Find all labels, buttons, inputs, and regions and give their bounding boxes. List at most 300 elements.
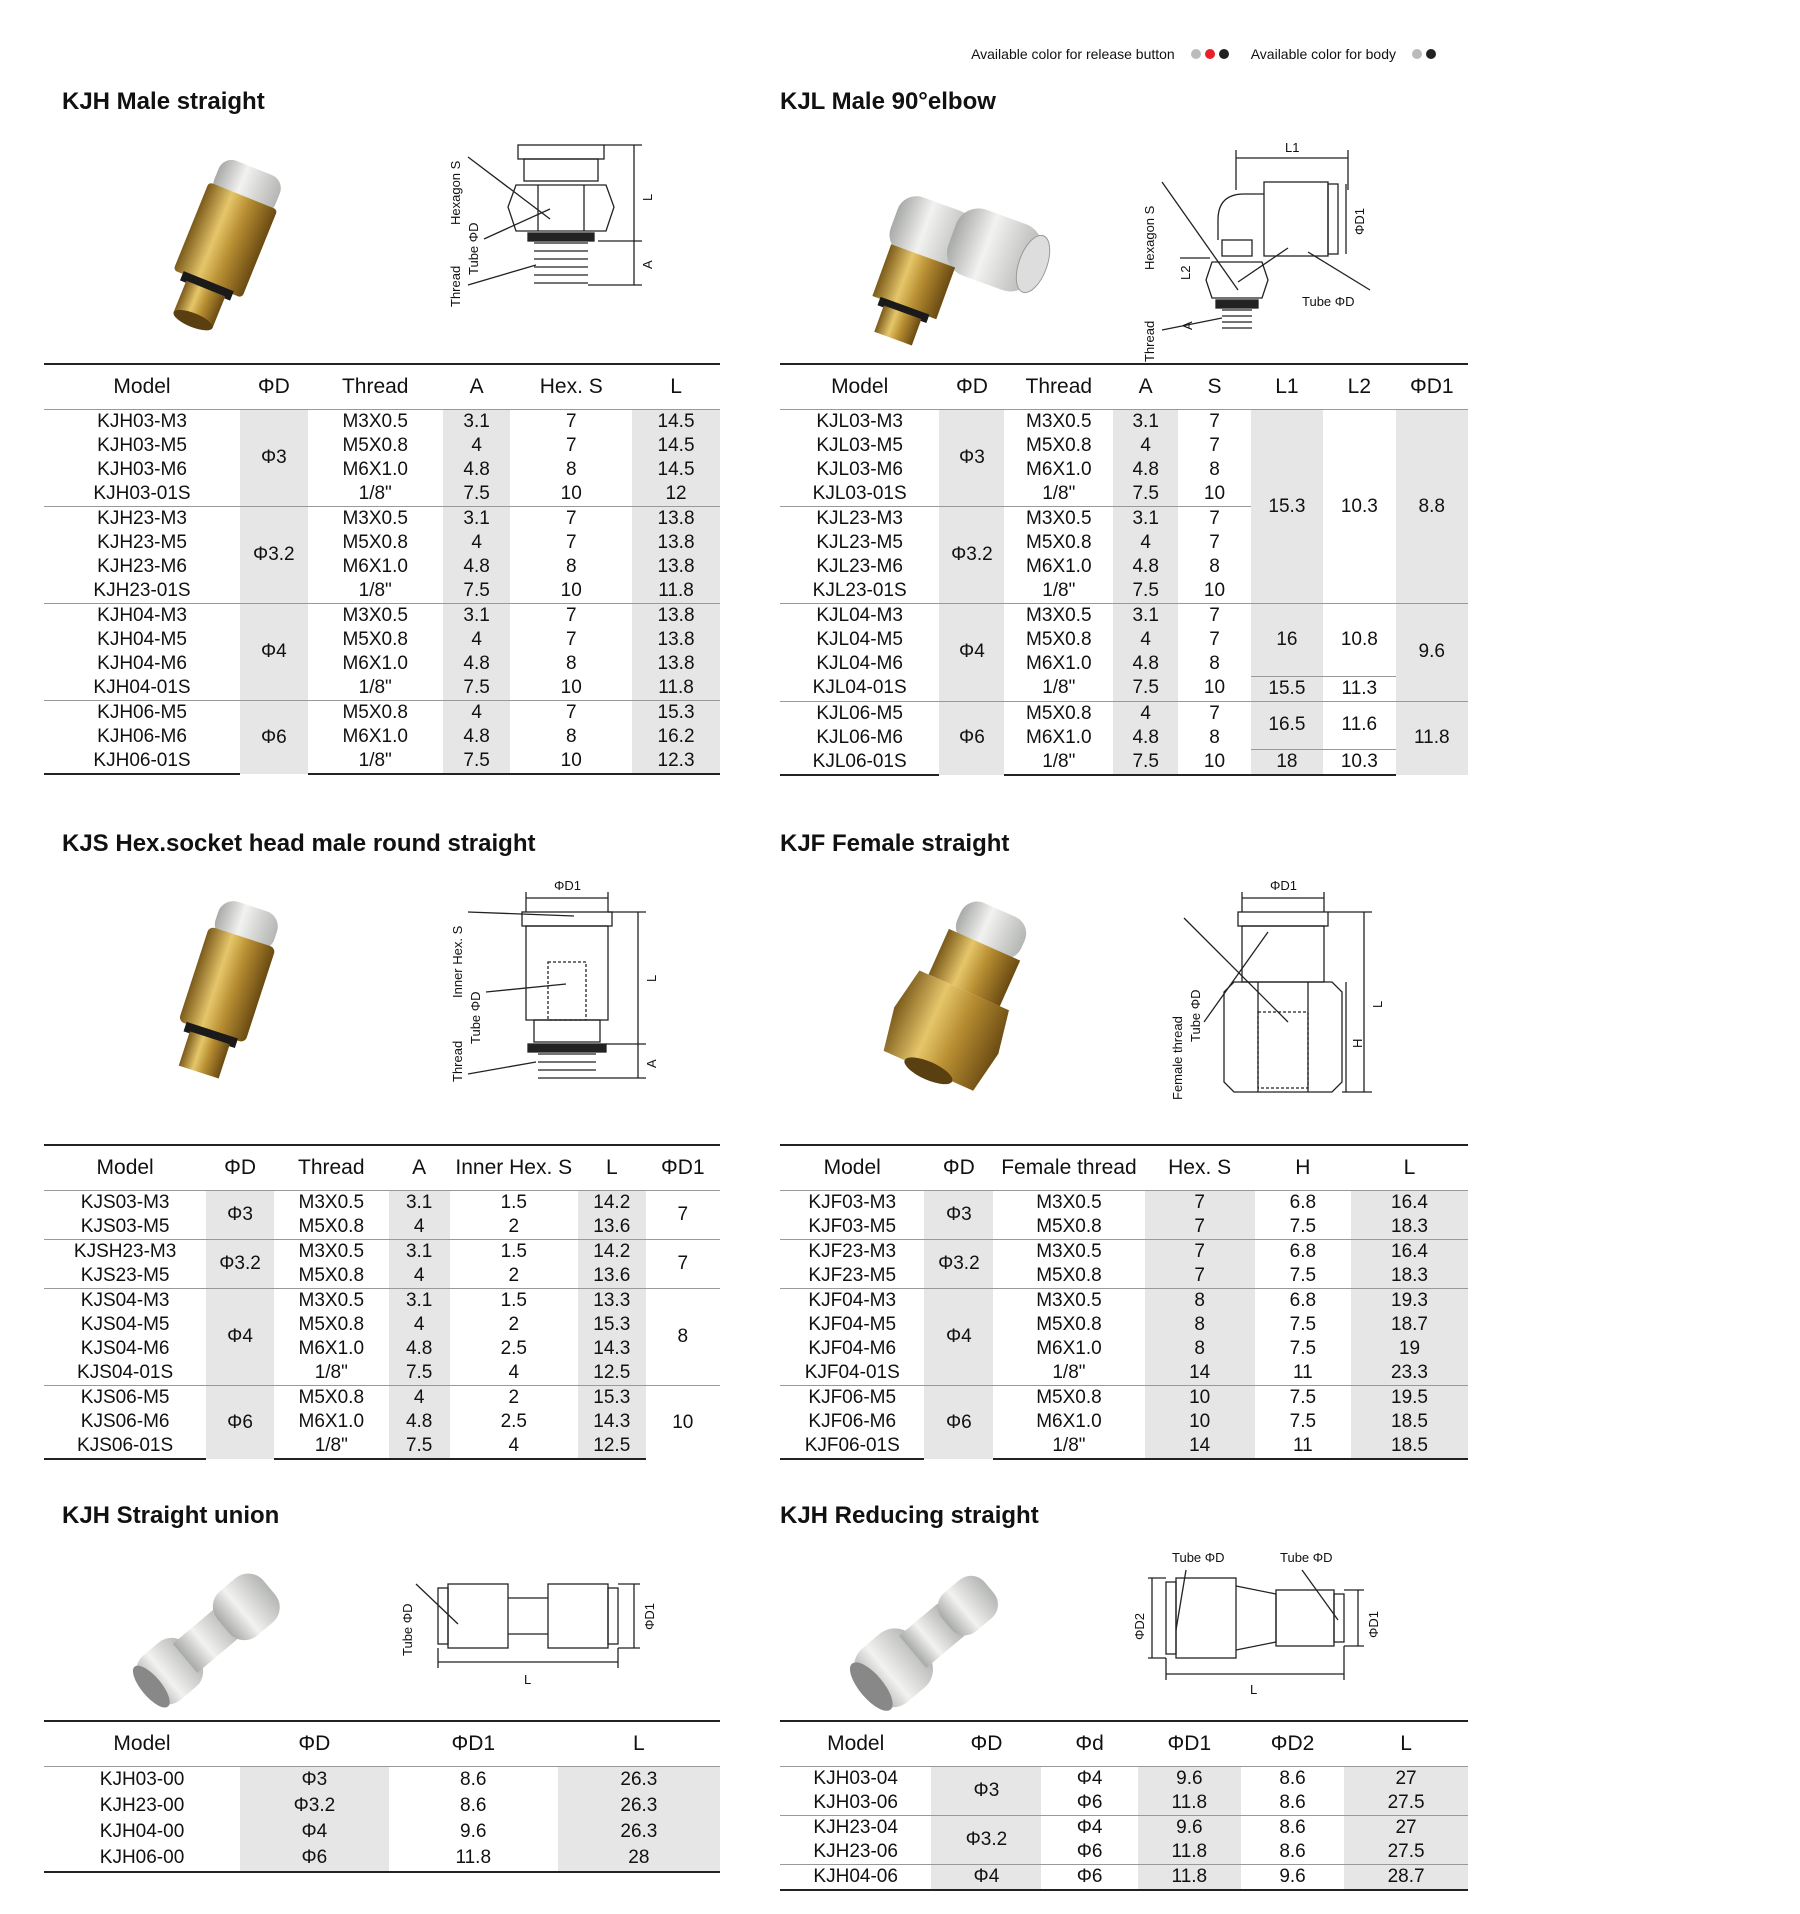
table-cell: 11.8 <box>1138 1791 1241 1816</box>
model-cell: KJL03-M3 <box>816 411 903 432</box>
table-cell: M5X0.8 <box>342 435 408 456</box>
female-thread-label: Female thread <box>1170 1016 1185 1100</box>
body-colors-label: Available color for body <box>1250 46 1396 62</box>
table-cell: M3X0.5 <box>274 1289 389 1314</box>
table-cell: 12.5 <box>578 1361 646 1386</box>
tube-diameter-cell: Φ3 <box>240 410 308 507</box>
model-cell: KJH23-M3 <box>44 507 240 532</box>
table-cell: 18.3 <box>1351 1215 1468 1240</box>
model-cell: KJS03-M3 <box>80 1192 170 1213</box>
table-cell: 4 <box>389 1215 450 1240</box>
table-cell: 8 <box>1209 726 1220 748</box>
table-cell: M5X0.8 <box>993 1386 1144 1411</box>
model-cell: KJS04-M5 <box>80 1314 170 1335</box>
l-dim-label: L <box>1250 1682 1258 1697</box>
table-cell: 13.8 <box>632 507 720 532</box>
table-cell: 18.5 <box>1351 1410 1468 1434</box>
release-button-colors-label: Available color for release button <box>971 46 1175 62</box>
l-dim-label: L <box>644 974 659 982</box>
table-cell: 2.5 <box>500 1338 527 1359</box>
table-row <box>44 1264 720 1289</box>
column-header: Model <box>780 364 939 410</box>
table-cell: 10 <box>1145 1386 1255 1411</box>
table-cell: 4 <box>389 1386 450 1411</box>
table-cell: 7 <box>565 532 577 553</box>
table-cell: 7.5 <box>1113 579 1178 604</box>
table-cell: M6X1.0 <box>1026 556 1092 577</box>
table-cell: 10 <box>560 483 582 504</box>
table-cell: 8.6 <box>1279 1768 1306 1789</box>
tube-d-label: Tube ΦD <box>1302 294 1355 309</box>
table-cell: 3.1 <box>443 507 511 532</box>
table-row <box>780 1386 1468 1411</box>
table-cell: 1.5 <box>450 1240 578 1265</box>
kjl-elbow-body <box>780 410 1468 776</box>
table-cell: 10 <box>1178 750 1250 776</box>
table-cell: 7.5 <box>389 1361 450 1386</box>
table-cell: 4 <box>1113 434 1178 458</box>
tube-diameter-cell: Φ3.2 <box>939 507 1004 604</box>
column-header: ΦD1 <box>389 1721 558 1767</box>
kjh-male-straight-photo <box>118 150 318 340</box>
table-cell: 4.8 <box>389 1337 450 1361</box>
tube-d-label: Tube ΦD <box>1188 989 1203 1042</box>
column-header: Model <box>44 1721 240 1767</box>
table-cell: 1/8" <box>358 580 392 601</box>
table-cell: 11 <box>1255 1434 1351 1459</box>
table-cell: 19.5 <box>1351 1386 1468 1411</box>
table-cell: 7 <box>1145 1191 1255 1216</box>
table-cell: 8 <box>1145 1313 1255 1337</box>
table-cell: 4.8 <box>443 725 511 749</box>
table-cell: 11.8 <box>1138 1840 1241 1865</box>
column-header: Hex. S <box>1145 1145 1255 1191</box>
header-row <box>780 1145 1468 1191</box>
table-cell: Φ3.2 <box>240 1793 389 1819</box>
table-cell: M3X0.5 <box>1004 507 1113 532</box>
table-cell: 7 <box>565 629 577 650</box>
body-color-dots <box>1410 46 1438 62</box>
d1-cell: 11.8 <box>1396 701 1468 775</box>
table-cell: Φ6 <box>240 1845 389 1872</box>
table-cell: M3X0.5 <box>298 1192 365 1213</box>
l1-cell: 16.5 <box>1251 701 1323 750</box>
table-cell: 9.6 <box>1138 1816 1241 1841</box>
table-cell: 7 <box>1178 604 1250 629</box>
table-cell: 1.5 <box>500 1192 527 1213</box>
table-cell: M5X0.8 <box>342 629 408 650</box>
table-row <box>780 1264 1468 1289</box>
l1-cell: 16 <box>1251 604 1323 677</box>
model-cell: KJH04-00 <box>99 1821 185 1842</box>
tube-diameter-cell: Φ3.2 <box>240 507 308 604</box>
table-cell: M6X1.0 <box>342 653 408 674</box>
table-cell: M6X1.0 <box>1026 653 1092 674</box>
table-cell: 4 <box>443 531 511 555</box>
tube-d-label: Tube ΦD <box>466 222 481 275</box>
table-cell: 14.5 <box>632 458 720 482</box>
table-cell: 8 <box>565 653 577 674</box>
section-title: KJS Hex.socket head male round straight <box>62 830 536 857</box>
table-cell: 6.8 <box>1289 1192 1317 1213</box>
table-row <box>44 1361 720 1386</box>
kjf-female-photo <box>848 892 1068 1092</box>
table-cell: 13.3 <box>578 1289 646 1314</box>
kjs-hex-body <box>44 1191 720 1460</box>
section-title: KJH Straight union <box>62 1502 280 1529</box>
table-cell: Φ4 <box>240 1819 389 1845</box>
table-row <box>780 1865 1468 1891</box>
table-row <box>44 1215 720 1240</box>
table-cell: 4 <box>443 628 511 652</box>
table-cell: M5X0.8 <box>1026 629 1092 650</box>
release-color-red-dot <box>1205 49 1215 59</box>
table-cell: M5X0.8 <box>298 1216 365 1237</box>
d1-cell: 7 <box>677 1204 689 1225</box>
table-cell: 16.2 <box>632 725 720 749</box>
tube-diameter-cell: Φ4 <box>924 1289 993 1386</box>
table-cell: 8 <box>565 459 577 480</box>
table-cell: 19.3 <box>1351 1289 1468 1314</box>
table-cell: M6X1.0 <box>342 726 408 747</box>
kjh-male-straight-drawing <box>438 135 698 365</box>
color-legend <box>971 46 1438 62</box>
table-cell: 4 <box>443 434 511 458</box>
table-cell: 13.8 <box>632 628 720 652</box>
table-cell: 1.5 <box>450 1289 578 1314</box>
model-cell: KJH23-01S <box>93 580 191 601</box>
tube-d-left-label: Tube ΦD <box>1172 1550 1225 1565</box>
table-cell: 14.3 <box>578 1410 646 1434</box>
tube-d-label: Tube ΦD <box>468 991 483 1044</box>
table-cell: 2 <box>508 1314 520 1335</box>
table-cell: 7 <box>510 507 632 532</box>
model-cell: KJF23-M3 <box>780 1240 924 1265</box>
table-cell: 7 <box>510 701 632 726</box>
table-cell: 6.8 <box>1255 1240 1351 1265</box>
kjs-hex-table <box>44 1144 720 1460</box>
thread-label: Thread <box>448 265 463 307</box>
tube-diameter-cell: Φ6 <box>924 1386 993 1460</box>
table-row <box>44 1337 720 1361</box>
table-row <box>780 604 1468 629</box>
table-cell: 13.6 <box>578 1264 646 1289</box>
table-cell: 7 <box>1145 1240 1255 1265</box>
h-dim-label: H <box>1350 1038 1365 1048</box>
column-header: ΦD <box>240 364 308 410</box>
column-header: Model <box>44 364 240 410</box>
model-cell: KJL06-01S <box>780 750 939 776</box>
table-cell: 2.5 <box>500 1411 527 1432</box>
model-cell: KJL04-M3 <box>780 604 939 629</box>
table-cell: 10 <box>1145 1410 1255 1434</box>
model-cell: KJSH23-M3 <box>44 1240 206 1265</box>
table-cell: 13.8 <box>632 652 720 676</box>
table-cell: 3.1 <box>443 410 511 435</box>
d1-cell: 8.8 <box>1396 410 1468 604</box>
table-cell: 26.3 <box>558 1793 720 1819</box>
model-cell: KJH23-M6 <box>97 556 187 577</box>
d1-cell: 8 <box>646 1289 720 1386</box>
table-cell: M5X0.8 <box>1026 435 1092 456</box>
kjh-reducing-header <box>780 1721 1468 1767</box>
model-cell: KJS06-01S <box>44 1434 206 1459</box>
column-header: H <box>1255 1145 1351 1191</box>
table-cell: 1/8" <box>1042 677 1076 699</box>
kjs-hex-drawing <box>438 872 698 1112</box>
table-cell: 7 <box>1145 1264 1255 1289</box>
kjl-elbow-header <box>780 364 1468 410</box>
table-cell: 10 <box>510 749 632 774</box>
column-header: Thread <box>274 1145 389 1191</box>
table-row <box>780 676 1468 701</box>
column-header: Model <box>780 1721 931 1767</box>
l2-cell: 10.3 <box>1340 495 1378 517</box>
column-header: A <box>1113 364 1178 410</box>
table-cell: M6X1.0 <box>342 459 408 480</box>
l2-cell: 10.8 <box>1323 604 1395 677</box>
model-cell: KJS23-M5 <box>80 1265 170 1286</box>
table-cell: M3X0.5 <box>308 507 443 532</box>
table-row <box>780 1337 1468 1361</box>
table-cell: M6X1.0 <box>1026 726 1092 748</box>
section-title: KJH Male straight <box>62 88 265 115</box>
header-row <box>780 1721 1468 1767</box>
table-cell: 7 <box>1178 701 1250 726</box>
table-cell: 4.8 <box>443 652 511 676</box>
table-cell: 4 <box>389 1264 450 1289</box>
table-cell: M5X0.8 <box>298 1314 365 1335</box>
model-cell: KJL23-M5 <box>816 532 903 553</box>
model-cell: KJS06-M5 <box>44 1386 206 1411</box>
column-header: S <box>1178 364 1250 410</box>
kjh-male-straight-table <box>44 363 720 775</box>
table-row <box>44 579 720 604</box>
d2-dim-label: ΦD2 <box>1132 1613 1147 1640</box>
model-cell: KJH03-04 <box>813 1768 898 1789</box>
model-cell: KJF06-01S <box>780 1434 924 1459</box>
table-cell: M3X0.5 <box>308 604 443 629</box>
model-cell: KJF06-M6 <box>808 1411 897 1432</box>
model-cell: KJS06-M6 <box>80 1411 170 1432</box>
model-cell: KJH03-M3 <box>97 411 187 432</box>
kjh-union-table <box>44 1720 720 1873</box>
table-cell: 7 <box>1178 507 1250 532</box>
table-row <box>44 1240 720 1265</box>
model-cell: KJH23-06 <box>813 1841 898 1862</box>
table-cell: 28.7 <box>1344 1865 1468 1891</box>
table-cell: 11.8 <box>632 676 720 701</box>
table-cell: 26.3 <box>558 1767 720 1794</box>
table-cell: 16.4 <box>1351 1191 1468 1216</box>
table-cell: Φ6 <box>1076 1792 1103 1813</box>
table-cell: 1/8" <box>274 1434 389 1459</box>
column-header: L <box>1344 1721 1468 1767</box>
tube-diameter-cell: Φ3.2 <box>924 1240 993 1289</box>
table-cell: 2 <box>508 1265 520 1286</box>
table-row <box>780 1791 1468 1816</box>
table-cell: 3.1 <box>389 1289 450 1314</box>
table-cell: 15.3 <box>578 1386 646 1411</box>
l2-dim-label: L2 <box>1178 265 1193 280</box>
table-cell: 27.5 <box>1344 1840 1468 1865</box>
table-cell: 4.8 <box>1113 652 1178 676</box>
table-cell: M3X0.5 <box>993 1240 1144 1265</box>
table-cell: 6.8 <box>1255 1289 1351 1314</box>
table-cell: 3.1 <box>389 1191 450 1216</box>
d1-dim-label: ΦD1 <box>1366 1611 1381 1638</box>
table-cell: 14.3 <box>578 1337 646 1361</box>
table-cell: 15.3 <box>632 701 720 726</box>
table-cell: 1/8" <box>1042 580 1076 601</box>
table-cell: 28 <box>558 1845 720 1872</box>
release-color-gray-dot <box>1191 49 1201 59</box>
hexagon-s-label: Hexagon S <box>1142 205 1157 270</box>
column-header: ΦD <box>240 1721 389 1767</box>
table-cell: 9.6 <box>460 1821 487 1842</box>
column-header: ΦD <box>206 1145 274 1191</box>
table-row <box>44 1191 720 1216</box>
table-row <box>780 701 1468 726</box>
table-row <box>44 1767 720 1794</box>
model-cell: KJL06-M5 <box>780 701 939 726</box>
column-header: L <box>632 364 720 410</box>
l2-cell: 11.6 <box>1323 701 1395 750</box>
table-cell: 13.8 <box>632 604 720 629</box>
d1-cell: 9.6 <box>1396 604 1468 702</box>
table-cell: 7 <box>1145 1215 1255 1240</box>
table-cell: 4 <box>450 1434 578 1459</box>
table-cell: 11.8 <box>1138 1865 1241 1891</box>
thread-label: Thread <box>450 1040 465 1082</box>
table-row <box>780 410 1468 435</box>
table-cell: 10 <box>1203 483 1226 504</box>
table-cell: 13.8 <box>632 555 720 579</box>
header-row <box>780 364 1468 410</box>
model-cell: KJF23-M5 <box>808 1265 897 1286</box>
table-cell: 13.6 <box>578 1215 646 1240</box>
table-cell: M5X0.8 <box>1026 532 1092 553</box>
table-cell: M6X1.0 <box>298 1411 365 1432</box>
table-cell: 14.2 <box>578 1240 646 1265</box>
kjs-hex-header <box>44 1145 720 1191</box>
table-cell: 14 <box>1145 1361 1255 1386</box>
column-header: Φd <box>1041 1721 1137 1767</box>
table-cell: 2 <box>508 1216 520 1237</box>
table-row <box>44 1793 720 1819</box>
tube-d-label: Tube ΦD <box>400 1603 415 1656</box>
table-row <box>44 1289 720 1314</box>
table-row <box>44 676 720 701</box>
d1-dim-label: ΦD1 <box>1352 208 1367 235</box>
table-cell: M3X0.5 <box>274 1240 389 1265</box>
d1-cell: 10 <box>646 1386 720 1460</box>
table-cell: Φ4 <box>1041 1816 1137 1841</box>
model-cell: KJH06-M6 <box>97 726 187 747</box>
table-cell: 11.8 <box>632 579 720 604</box>
table-cell: 27.5 <box>1344 1791 1468 1816</box>
a-dim-label: A <box>644 1059 659 1068</box>
table-cell: 4 <box>1113 531 1178 555</box>
table-cell: 12.3 <box>632 749 720 774</box>
l1-cell: 15.3 <box>1251 410 1323 604</box>
table-cell: M5X0.8 <box>342 532 408 553</box>
model-cell: KJH04-M3 <box>44 604 240 629</box>
table-row <box>780 1191 1468 1216</box>
table-cell: 4 <box>1113 701 1178 726</box>
table-cell: M5X0.8 <box>1004 701 1113 726</box>
a-dim-label: A <box>1180 321 1195 330</box>
table-cell: 8.6 <box>460 1795 487 1816</box>
kjf-female-header <box>780 1145 1468 1191</box>
table-row <box>44 1410 720 1434</box>
tube-diameter-cell: Φ3 <box>939 410 1004 507</box>
table-cell: 9.6 <box>1241 1865 1344 1891</box>
table-cell: 18.3 <box>1351 1264 1468 1289</box>
table-cell: M6X1.0 <box>1036 1338 1102 1359</box>
model-cell: KJF04-M6 <box>808 1338 897 1359</box>
table-cell: 7 <box>565 435 577 456</box>
kjh-union-body <box>44 1767 720 1873</box>
d1-dim-label: ΦD1 <box>554 878 581 893</box>
table-cell: M5X0.8 <box>308 701 443 726</box>
table-row <box>780 1215 1468 1240</box>
l-dim-label: L <box>640 193 655 201</box>
column-header: ΦD <box>924 1145 993 1191</box>
table-cell: 8 <box>565 556 577 577</box>
table-cell: 7.5 <box>389 1434 450 1459</box>
kjh-reducing-drawing <box>1108 1540 1428 1700</box>
table-row <box>44 458 720 482</box>
table-row <box>44 434 720 458</box>
table-row <box>780 1816 1468 1841</box>
table-cell: 7 <box>565 411 577 432</box>
section-title: KJL Male 90°elbow <box>780 88 996 115</box>
table-cell: 10 <box>1203 677 1226 699</box>
table-cell: 8 <box>1209 556 1220 577</box>
table-cell: 4.8 <box>1113 458 1178 482</box>
column-header: L <box>578 1145 646 1191</box>
header-row <box>44 1145 720 1191</box>
table-cell: 14 <box>1145 1434 1255 1459</box>
d1-cell: 7 <box>646 1240 720 1289</box>
column-header: ΦD2 <box>1241 1721 1344 1767</box>
table-row <box>780 1240 1468 1265</box>
table-cell: 26.3 <box>558 1819 720 1845</box>
tube-diameter-cell: Φ4 <box>939 604 1004 702</box>
model-cell: KJH06-01S <box>44 749 240 774</box>
model-cell: KJF03-M5 <box>808 1216 897 1237</box>
model-cell: KJH03-00 <box>99 1769 185 1790</box>
tube-diameter-cell: Φ3.2 <box>206 1240 274 1289</box>
model-cell: KJH04-M5 <box>97 629 187 650</box>
model-cell: KJS04-01S <box>77 1362 174 1383</box>
table-row <box>780 1434 1468 1459</box>
model-cell: KJF04-M5 <box>808 1314 897 1335</box>
table-row <box>44 725 720 749</box>
table-cell: 7.5 <box>1289 1411 1317 1432</box>
table-row <box>44 749 720 774</box>
model-cell: KJH03-06 <box>813 1792 898 1813</box>
model-cell: KJH04-06 <box>780 1865 931 1891</box>
table-row <box>44 1313 720 1337</box>
model-cell: KJF04-01S <box>804 1362 900 1383</box>
table-row <box>44 1845 720 1872</box>
table-cell: 4.8 <box>443 555 511 579</box>
table-row <box>780 1767 1468 1792</box>
release-color-dots <box>1189 46 1231 62</box>
table-cell: 7.5 <box>1113 482 1178 507</box>
